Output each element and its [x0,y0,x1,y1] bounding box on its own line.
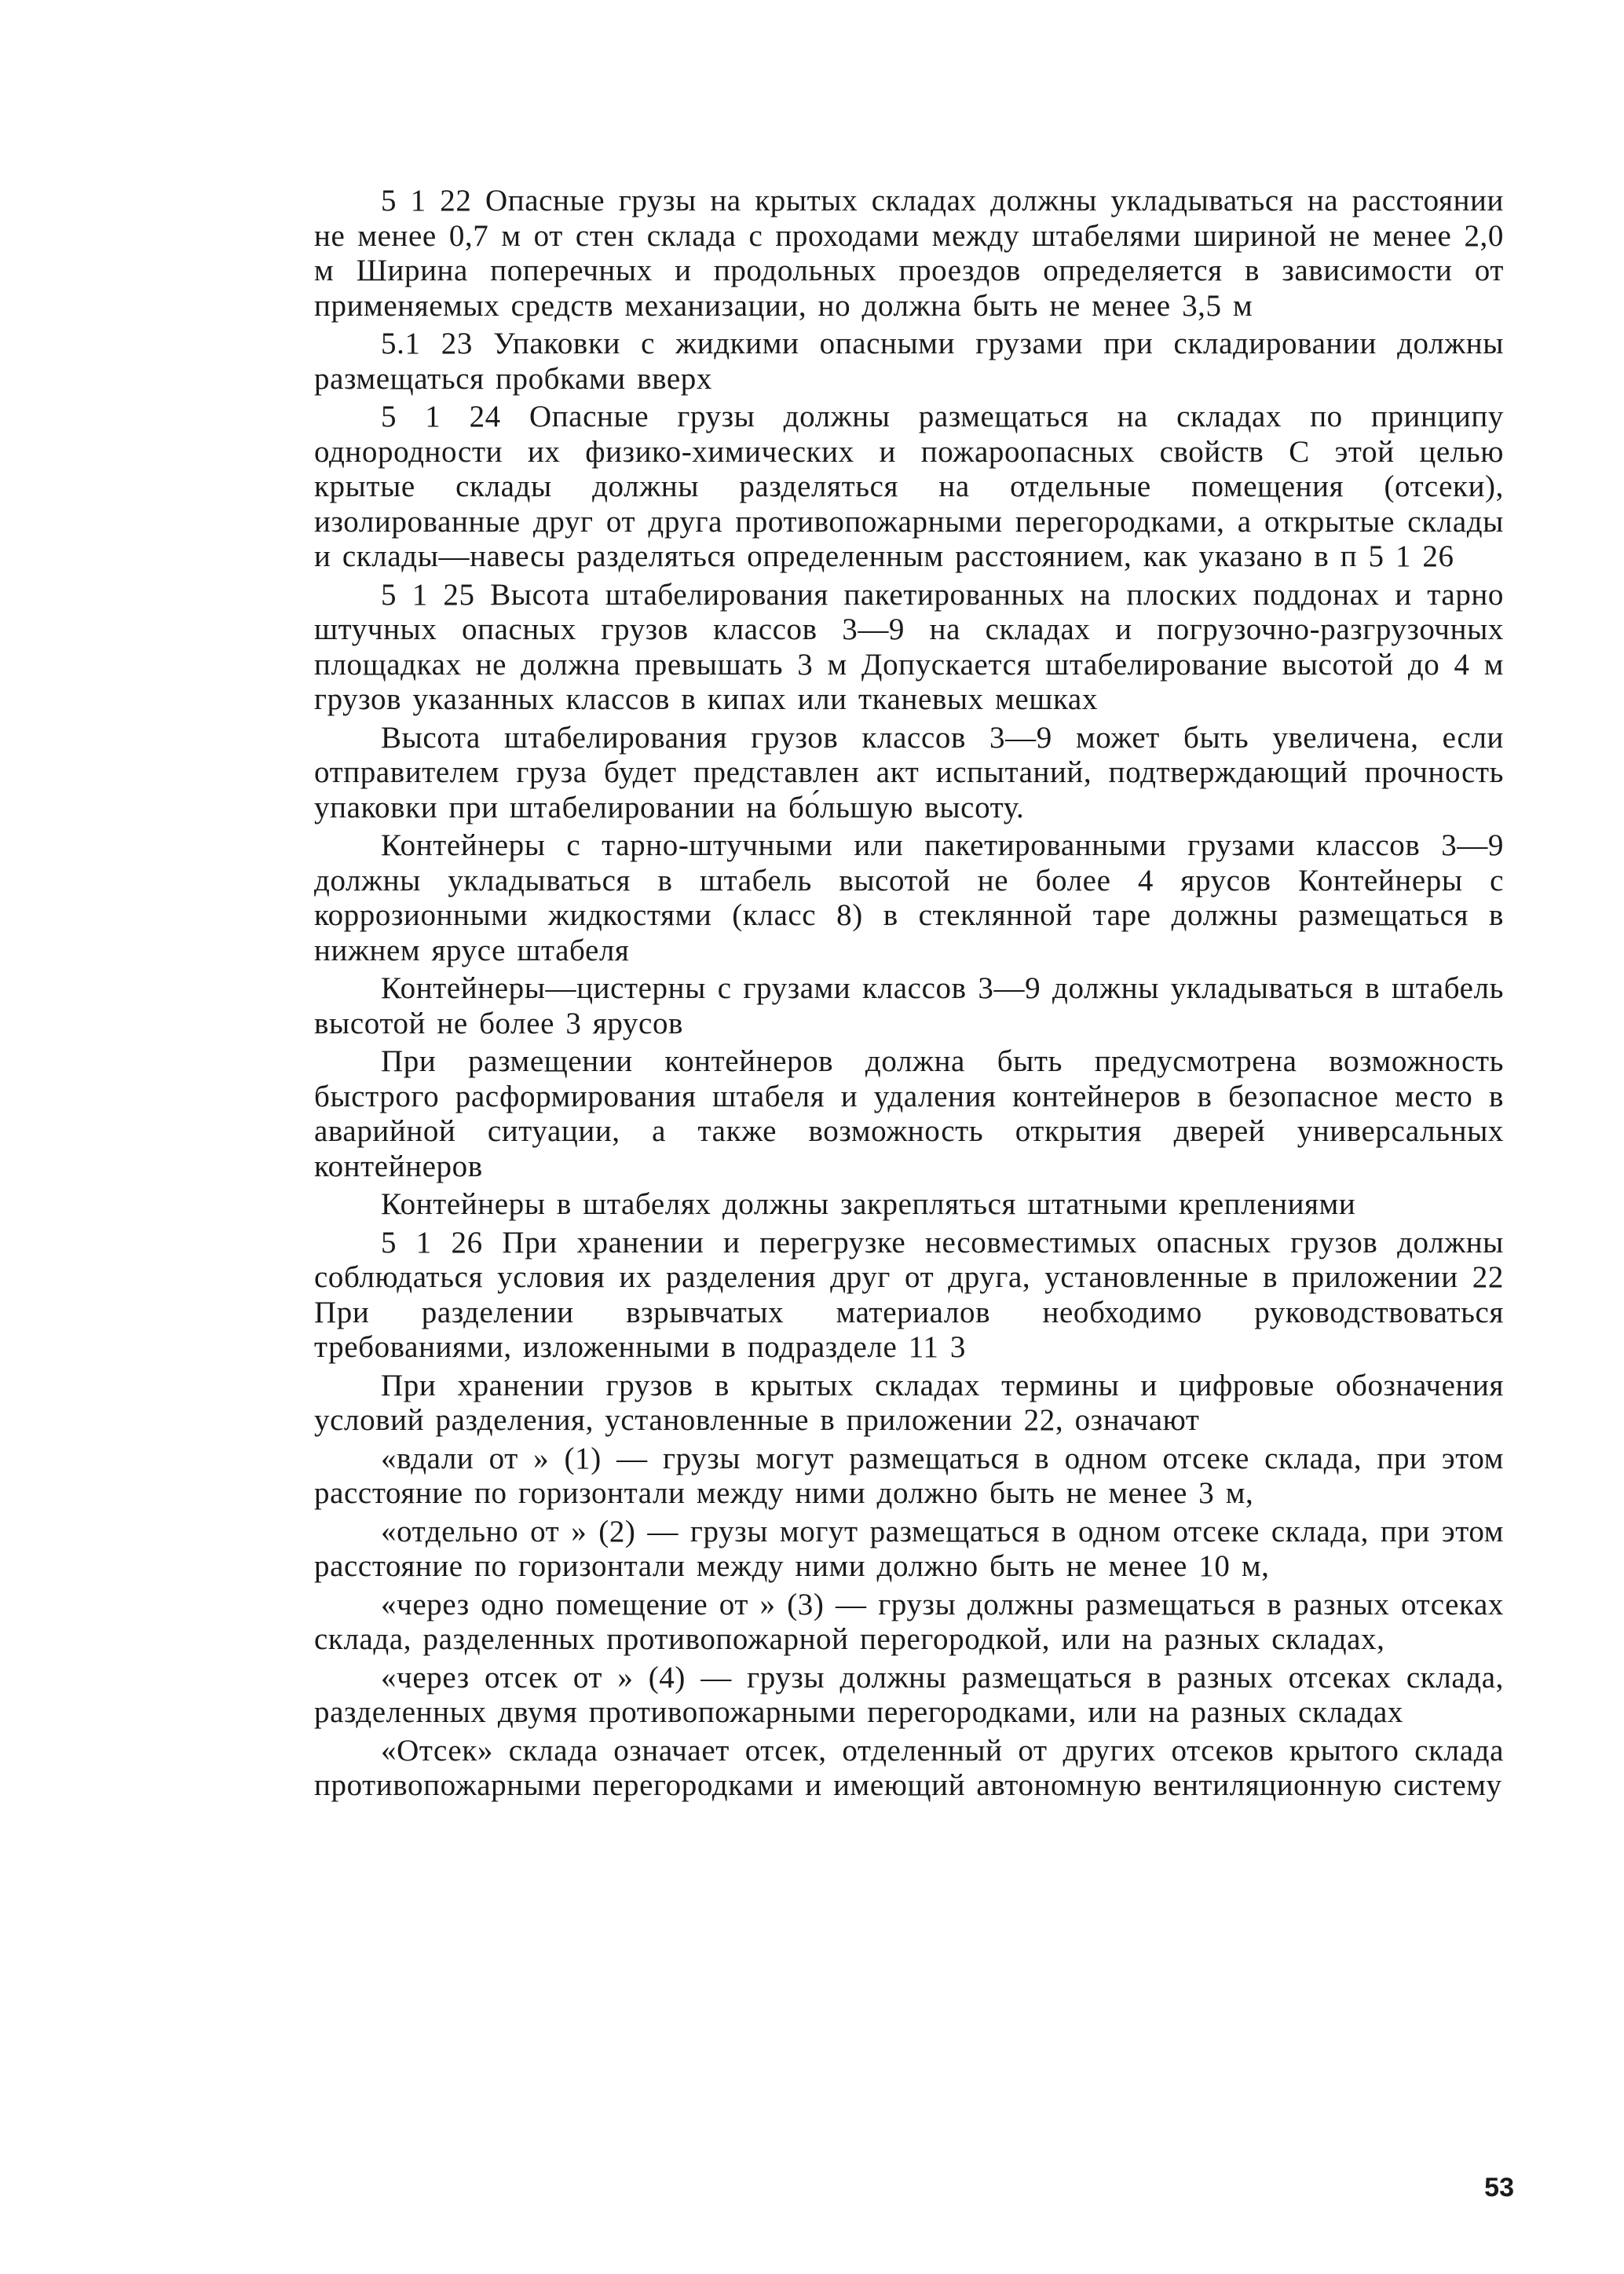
paragraph-container-placement: При размещении контейнеров должна быть предусмотрена возможность быстрого расформирования штабеля и удаления контейнеров в безопасное место в аварийной ситуации, а также возможность открытия дверей универсальных контейнеров [314,1044,1504,1183]
paragraph-term-4: «через отсек от » (4) — грузы должны размещаться в разных отсеках склада, разделенных двумя противопожарными перегородками, или на разных складах [314,1660,1504,1729]
paragraph-term-1: «вдали от » (1) — грузы могут размещаться в одном отсеке склада, при этом расстояние по горизонтали между ними должно быть не менее 3 м, [314,1441,1504,1510]
page-number: 53 [1484,2173,1514,2203]
paragraph-tank-containers: Контейнеры—цистерны с грузами классов 3—9 должны укладываться в штабель высотой не более 3 ярусов [314,971,1504,1040]
paragraph-5-1-24: 5 1 24 Опасные грузы должны размещаться на складах по принципу однородности их физико-химических и пожароопасных свойств С этой целью крытые склады должны разделяться на отдельные помещения (отсеки), изолированные друг от друга противопожарными перегородками, а открытые склады и склады—навесы разделяться определенным расстоянием, как указано в п 5 1 26 [314,400,1504,573]
paragraph-5-1-25: 5 1 25 Высота штабелирования пакетированных на плоских поддонах и тарно штучных опасных грузов классов 3—9 на складах и погрузочно-разгрузочных площадках не должна превышать 3 м Допускается штабелирование высотой до 4 м грузов указанных классов в кипах или тканевых мешках [314,577,1504,716]
paragraph-5-1-26: 5 1 26 При хранении и перегрузке несовместимых опасных грузов должны соблюдаться условия их разделения друг от друга, установленные в приложении 22 При разделении взрывчатых материалов необходимо руководствоваться требованиями, изложенными в подразделе 11 3 [314,1225,1504,1364]
paragraph-term-3: «через одно помещение от » (3) — грузы должны размещаться в разных отсеках склада, разделенных противопожарной перегородкой, или на разных складах, [314,1587,1504,1656]
paragraph-containers: Контейнеры с тарно-штучными или пакетированными грузами классов 3—9 должны укладываться в штабель высотой не более 4 ярусов Контейнеры с коррозионными жидкостями (класс 8) в стеклянной таре должны размещаться в нижнем ярусе штабеля [314,828,1504,967]
paragraph-terms-intro: При хранении грузов в крытых складах термины и цифровые обозначения условий разделения, установленные в приложении 22, означают [314,1368,1504,1437]
paragraph-5-1-23: 5.1 23 Упаковки с жидкими опасными грузами при складировании должны размещаться пробками вверх [314,327,1504,396]
paragraph-5-1-22: 5 1 22 Опасные грузы на крытых складах должны укладываться на расстоянии не менее 0,7 м от стен склада с проходами между штабелями шириной не менее 2,0 м Ширина поперечных и продольных проездов определяется в зависимости от применяемых средств механизации, но должна быть не менее 3,5 м [314,184,1504,323]
paragraph-container-fastening: Контейнеры в штабелях должны закрепляться штатными креплениями [381,1187,1356,1221]
paragraph-compartment-definition: «Отсек» склада означает отсек, отделенный от других отсеков крытого склада противопожарными перегородками и имеющий автономную вентиляционную систему [314,1733,1504,1802]
page-body [314,184,1504,1807]
paragraph-term-2: «отдельно от » (2) — грузы могут размещаться в одном отсеке склада, при этом расстояние по горизонтали между ними должно быть не менее 10 м, [314,1514,1504,1583]
paragraph-stack-height: Высота штабелирования грузов классов 3—9 может быть увеличена, если отправителем груза будет представлен акт испытаний, подтверждающий прочность упаковки при штабелировании на бо́льшую высоту. [314,720,1504,824]
